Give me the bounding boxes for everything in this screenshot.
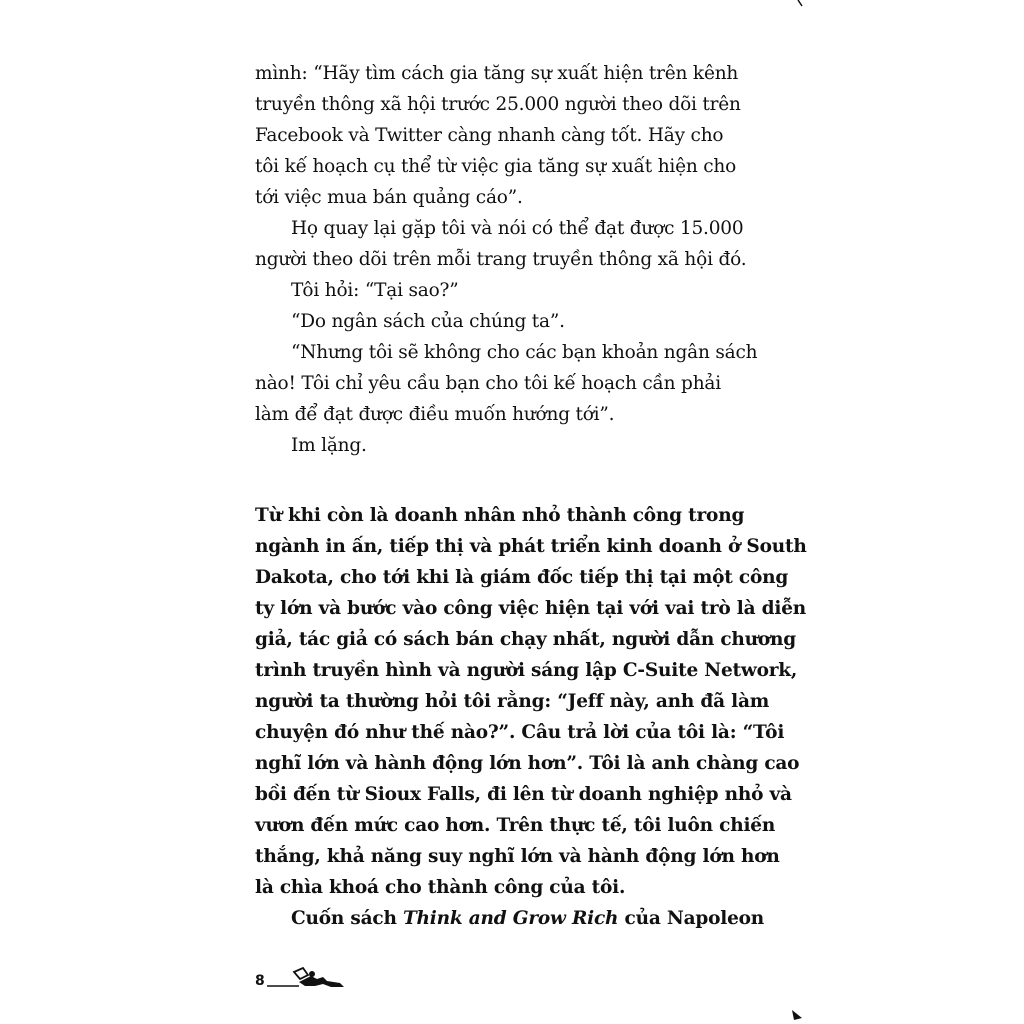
text-line: truyền thông xã hội trước 25.000 người theo dõi trên	[255, 94, 741, 115]
text-line: Từ khi còn là doanh nhân nhỏ thành công trong	[255, 505, 745, 526]
text-line: nào! Tôi chỉ yêu cầu bạn cho tôi kế hoạch cần phải	[255, 373, 721, 394]
page-number: 8	[255, 973, 265, 989]
book-title: Think and Grow Rich	[402, 908, 619, 929]
text-line: Dakota, cho tới khi là giám đốc tiếp thị tại một công	[255, 567, 789, 588]
text-line: trình truyền hình và người sáng lập C-Suite Network,	[255, 660, 798, 681]
text-line: tôi kế hoạch cụ thể từ việc gia tăng sự xuất hiện cho	[255, 156, 737, 177]
text-line: người theo dõi trên mỗi trang truyền thông xã hội đó.	[255, 249, 747, 270]
page-corner-mark	[794, 0, 808, 14]
page-corner-mark	[790, 1008, 804, 1022]
text-line: “Do ngân sách của chúng ta”.	[291, 311, 565, 332]
page-footer	[255, 958, 347, 988]
text-line: làm để đạt được điều muốn hướng tới”.	[255, 404, 615, 425]
text-fragment: của Napoleon	[618, 908, 765, 929]
text-line: ty lớn và bước vào công việc hiện tại với vai trò là diễn	[255, 598, 807, 619]
text-line: “Nhưng tôi sẽ không cho các bạn khoản ngân sách	[291, 342, 758, 363]
text-line: vươn đến mức cao hơn. Trên thực tế, tôi luôn chiến	[255, 815, 776, 836]
text-line-with-book-title	[255, 903, 765, 934]
text-fragment: Cuốn sách	[291, 908, 403, 929]
dialogue-section	[255, 58, 758, 461]
text-line: mình: “Hãy tìm cách gia tăng sự xuất hiện trên kênh	[255, 63, 739, 84]
text-line: bồi đến từ Sioux Falls, đi lên từ doanh nghiệp nhỏ và	[255, 784, 792, 805]
text-line: Tôi hỏi: “Tại sao?”	[291, 280, 459, 301]
text-line: tới việc mua bán quảng cáo”.	[255, 187, 523, 208]
text-line: Họ quay lại gặp tôi và nói có thể đạt được 15.000	[291, 218, 744, 239]
text-line: giả, tác giả có sách bán chạy nhất, người dẫn chương	[255, 629, 797, 650]
text-line: nghĩ lớn và hành động lớn hơn”. Tôi là anh chàng cao	[255, 753, 800, 774]
text-line: Im lặng.	[291, 435, 367, 456]
text-line: Facebook và Twitter càng nhanh càng tốt. Hãy cho	[255, 125, 724, 146]
climber-ornament-icon	[267, 962, 347, 988]
text-line: là chìa khoá cho thành công của tôi.	[255, 877, 626, 898]
text-line: ngành in ấn, tiếp thị và phát triển kinh doanh ở South	[255, 536, 807, 557]
text-line: chuyện đó như thế nào?”. Câu trả lời của tôi là: “Tôi	[255, 722, 785, 743]
narrative-section	[255, 500, 807, 934]
text-line: người ta thường hỏi tôi rằng: “Jeff này, anh đã làm	[255, 691, 770, 712]
text-line: thắng, khả năng suy nghĩ lớn và hành động lớn hơn	[255, 846, 780, 867]
